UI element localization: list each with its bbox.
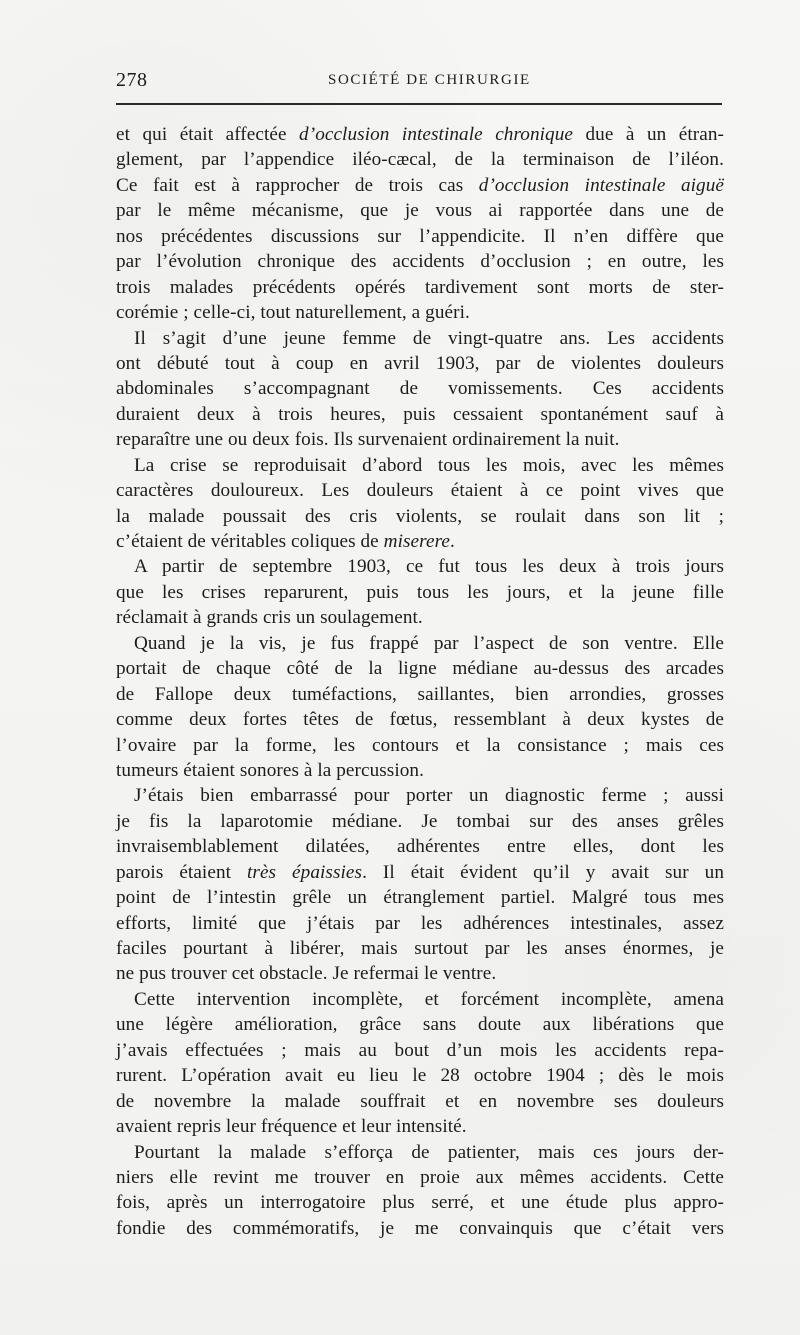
text-line [116, 147, 724, 172]
text-line [116, 198, 724, 223]
line-text: et qui était affectée [116, 124, 300, 145]
line-text: tumeurs étaient sonores à la percussion. [116, 759, 424, 781]
italic-phrase: d’occlusion intestinale aiguë [478, 174, 724, 196]
text-line [116, 122, 724, 147]
line-text: de novembre la malade souffrait et en novembre ses douleurs [116, 1090, 724, 1112]
italic-phrase: d’occlusion intestinale chronique [299, 124, 574, 145]
text-line [116, 529, 724, 554]
text-line [116, 504, 724, 529]
text-line [116, 758, 724, 783]
line-text: caractères douloureux. Les douleurs étaient à ce point vives que [116, 480, 724, 502]
line-text: c’étaient de véritables coliques de [116, 531, 384, 552]
line-text: nos précédentes discussions sur l’appendicite. Il n’en diffère que [116, 225, 724, 247]
line-text: de Fallope deux tuméfactions, saillantes, bien arrondies, grosses [116, 683, 724, 705]
line-text: Cette intervention incomplète, et forcément incomplète, amena [134, 988, 724, 1010]
line-text: Pourtant la malade s’efforça de patienter, mais ces jours der- [134, 1141, 724, 1163]
line-text: trois malades précédents opérés tardivement sont morts de ster- [116, 276, 724, 298]
text-line [116, 911, 724, 936]
line-text: duraient deux à trois heures, puis cessaient spontanément sauf à [116, 403, 724, 425]
text-line [116, 605, 724, 630]
text-line [116, 224, 724, 249]
line-text-tail: . [450, 531, 455, 552]
text-line [116, 783, 724, 808]
text-line [116, 1190, 724, 1215]
text-line [116, 1063, 724, 1088]
line-text-tail: due à un étran- [573, 124, 724, 145]
text-line [116, 682, 724, 707]
text-line [116, 478, 724, 503]
line-text: ont débuté tout à coup en avril 1903, par de violentes douleurs [116, 352, 724, 374]
text-line [116, 580, 724, 605]
text-line [116, 961, 724, 986]
text-line [116, 1012, 724, 1037]
header-rule [116, 103, 722, 105]
text-line [116, 860, 724, 885]
line-text: faciles pourtant à libérer, mais surtout par les anses énormes, je [116, 938, 724, 959]
italic-phrase: miserere [383, 531, 451, 552]
line-text: glement, par l’appendice iléo-cæcal, de la terminaison de l’iléon. [116, 149, 724, 171]
line-text: j’avais effectuées ; mais au bout d’un mois les accidents repa- [116, 1039, 724, 1061]
line-text: ne pus trouver cet obstacle. Je refermai le ventre. [116, 963, 497, 985]
text-line [116, 376, 724, 401]
body-text [116, 122, 724, 1241]
line-text: la malade poussait des cris violents, se roulait dans son lit ; [116, 505, 724, 527]
italic-phrase: très épaissies [247, 861, 363, 883]
line-text: efforts, limité que j’étais par les adhérences intestinales, assez [116, 912, 724, 934]
line-text: La crise se reproduisait d’abord tous les mois, avec les mêmes [134, 454, 724, 476]
line-text: par l’évolution chronique des accidents d’occlusion ; en outre, les [116, 251, 724, 273]
text-line [116, 554, 724, 579]
running-head: SOCIÉTÉ DE CHIRURGIE [328, 72, 531, 88]
text-line [116, 707, 724, 732]
text-line [116, 1089, 724, 1114]
line-text: J’étais bien embarrassé pour porter un diagnostic ferme ; aussi [134, 785, 724, 807]
line-text: parois étaient [116, 861, 247, 883]
line-text: par le même mécanisme, que je vous ai rapportée dans une de [116, 200, 724, 222]
text-line [116, 1216, 724, 1241]
line-text: point de l’intestin grêle un étranglement partiel. Malgré tous mes [116, 887, 724, 909]
line-text: Il s’agit d’une jeune femme de vingt-quatre ans. Les accidents [134, 327, 724, 349]
line-text: rurent. L’opération avait eu lieu le 28 octobre 1904 ; dès le mois [116, 1065, 724, 1087]
text-line [116, 351, 724, 376]
line-text: corémie ; celle-ci, tout naturellement, a guéri. [116, 302, 470, 324]
line-text: je fis la laparotomie médiane. Je tombai sur des anses grêles [116, 810, 724, 832]
text-line [116, 453, 724, 478]
text-line [116, 173, 724, 198]
text-line [116, 885, 724, 910]
page-header [116, 69, 722, 93]
text-line [116, 1165, 724, 1190]
line-text: niers elle revint me trouver en proie aux mêmes accidents. Cette [116, 1166, 724, 1188]
line-text: A partir de septembre 1903, ce fut tous les deux à trois jours [134, 556, 724, 578]
line-text: réclamait à grands cris un soulagement. [116, 607, 423, 629]
line-text: abdominales s’accompagnant de vomissements. Ces accidents [116, 378, 724, 400]
text-line [116, 834, 724, 859]
line-text: que les crises reparurent, puis tous les jours, et la jeune fille [116, 581, 724, 603]
line-text: l’ovaire par la forme, les contours et la consistance ; mais ces [116, 734, 724, 756]
text-line [116, 631, 724, 656]
text-line [116, 275, 724, 300]
page-number: 278 [116, 69, 148, 91]
text-line [116, 1114, 724, 1139]
line-text: portait de chaque côté de la ligne médiane au-dessus des arcades [116, 658, 724, 680]
text-line [116, 1140, 724, 1165]
text-line [116, 936, 724, 961]
line-text: invraisemblablement dilatées, adhérentes entre elles, dont les [116, 836, 724, 858]
line-text-tail: . Il était évident qu’il y avait sur un [362, 861, 725, 883]
line-text: Quand je la vis, je fus frappé par l’aspect de son ventre. Elle [134, 632, 724, 654]
line-text: reparaître une ou deux fois. Ils survenaient ordinairement la nuit. [116, 429, 620, 451]
text-line [116, 427, 724, 452]
line-text: fois, après un interrogatoire plus serré, et une étude plus appro- [116, 1192, 724, 1214]
text-line [116, 402, 724, 427]
text-line [116, 733, 724, 758]
line-text: Ce fait est à rapprocher de trois cas [116, 174, 479, 196]
text-line [116, 300, 724, 325]
text-line [116, 1038, 724, 1063]
text-line [116, 987, 724, 1012]
text-line [116, 249, 724, 274]
line-text: une légère amélioration, grâce sans doute aux libérations que [116, 1014, 724, 1036]
text-line [116, 809, 724, 834]
line-text: fondie des commémoratifs, je me convainquis que c’était vers [116, 1217, 724, 1239]
text-line [116, 326, 724, 351]
line-text: comme deux fortes têtes de fœtus, ressemblant à deux kystes de [116, 709, 724, 731]
text-line [116, 656, 724, 681]
line-text: avaient repris leur fréquence et leur intensité. [116, 1116, 467, 1138]
